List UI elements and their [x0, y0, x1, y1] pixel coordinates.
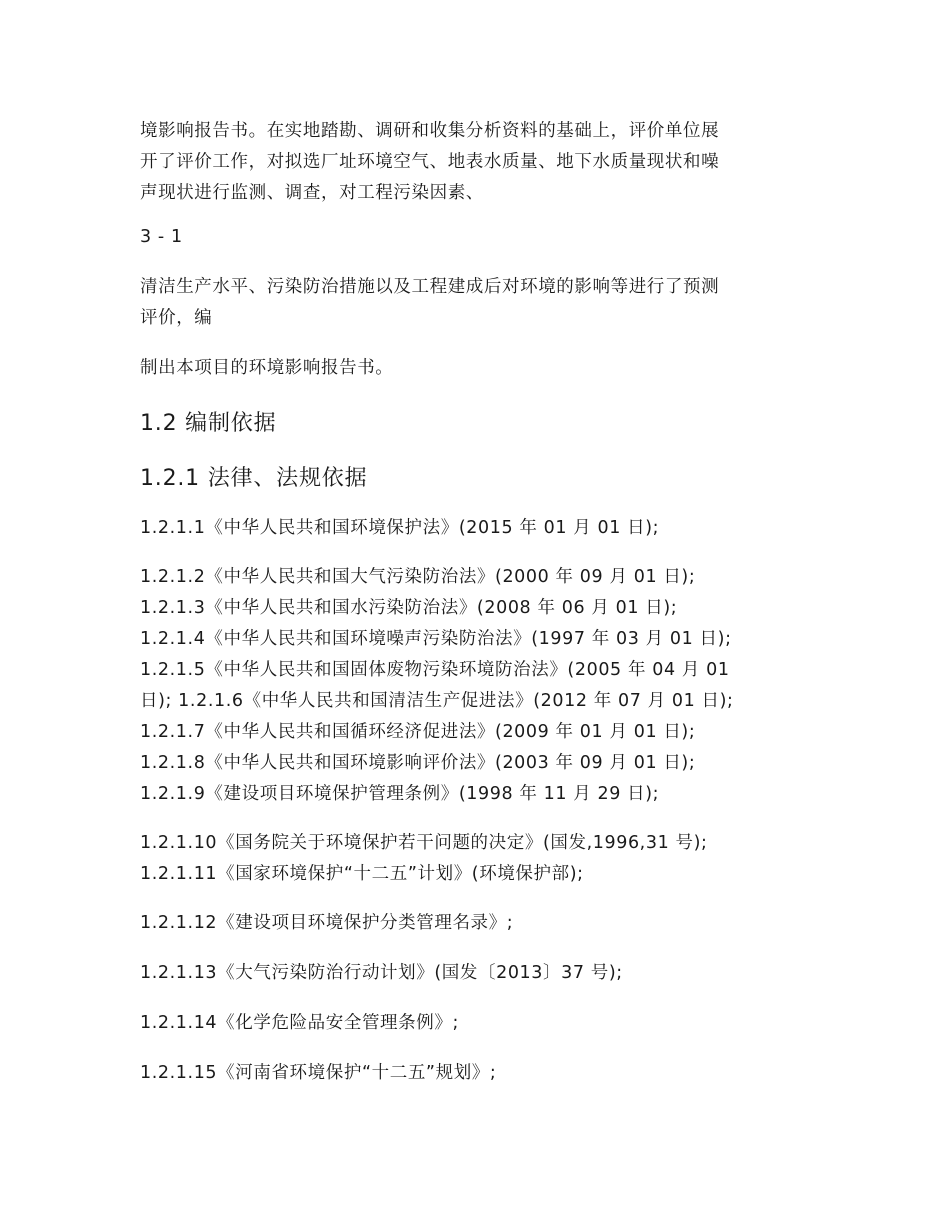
- law-item-14: 1.2.1.14《化学危险品安全管理条例》;: [140, 1013, 459, 1033]
- section-heading-1-2-1: 1.2.1 法律、法规依据: [140, 466, 368, 491]
- law-item-4: 1.2.1.4《中华人民共和国环境噪声污染防治法》(1997 年 03 月 01 日);: [140, 629, 732, 649]
- intro-paragraph: [140, 116, 820, 209]
- law-item-group-b: [140, 828, 820, 890]
- law-item-5-6: 日); 1.2.1.6《中华人民共和国清洁生产促进法》(2012 年 07 月 01 日);: [140, 691, 734, 711]
- law-item-group-a: [140, 562, 820, 810]
- law-item-12: 1.2.1.12《建设项目环境保护分类管理名录》;: [140, 913, 514, 933]
- page-marker: 3 - 1: [140, 227, 183, 247]
- continuation-paragraph: [140, 272, 820, 334]
- law-item-3: 1.2.1.3《中华人民共和国水污染防治法》(2008 年 06 月 01 日);: [140, 598, 678, 618]
- law-item-10: 1.2.1.10《国务院关于环境保护若干问题的决定》(国发,1996,31 号);: [140, 833, 708, 853]
- intro-line-3: 声现状进行监测、调查，对工程污染因素、: [140, 183, 484, 203]
- intro-line-2: 开了评价工作，对拟选厂址环境空气、地表水质量、地下水质量现状和噪: [140, 152, 720, 172]
- law-item-7: 1.2.1.7《中华人民共和国循环经济促进法》(2009 年 01 月 01 日);: [140, 722, 696, 742]
- continuation-line-1: 清洁生产水平、污染防治措施以及工程建成后对环境的影响等进行了预测: [140, 277, 720, 297]
- closing-paragraph: 制出本项目的环境影响报告书。: [140, 358, 394, 378]
- law-item-8: 1.2.1.8《中华人民共和国环境影响评价法》(2003 年 09 月 01 日);: [140, 753, 696, 773]
- law-item-15: 1.2.1.15《河南省环境保护“十二五”规划》;: [140, 1063, 497, 1083]
- intro-line-1: 境影响报告书。在实地踏勘、调研和收集分析资料的基础上，评价单位展: [140, 121, 720, 141]
- section-heading-1-2: 1.2 编制依据: [140, 411, 277, 436]
- law-item-1: 1.2.1.1《中华人民共和国环境保护法》(2015 年 01 月 01 日);: [140, 518, 660, 538]
- law-item-5: 1.2.1.5《中华人民共和国固体废物污染环境防治法》(2005 年 04 月 01: [140, 660, 730, 680]
- law-item-11: 1.2.1.11《国家环境保护“十二五”计划》(环境保护部);: [140, 864, 584, 884]
- law-item-9: 1.2.1.9《建设项目环境保护管理条例》(1998 年 11 月 29 日);: [140, 784, 660, 804]
- law-item-2: 1.2.1.2《中华人民共和国大气污染防治法》(2000 年 09 月 01 日);: [140, 567, 696, 587]
- continuation-line-2: 评价，编: [140, 308, 213, 328]
- law-item-13: 1.2.1.13《大气污染防治行动计划》(国发〔2013〕37 号);: [140, 963, 623, 983]
